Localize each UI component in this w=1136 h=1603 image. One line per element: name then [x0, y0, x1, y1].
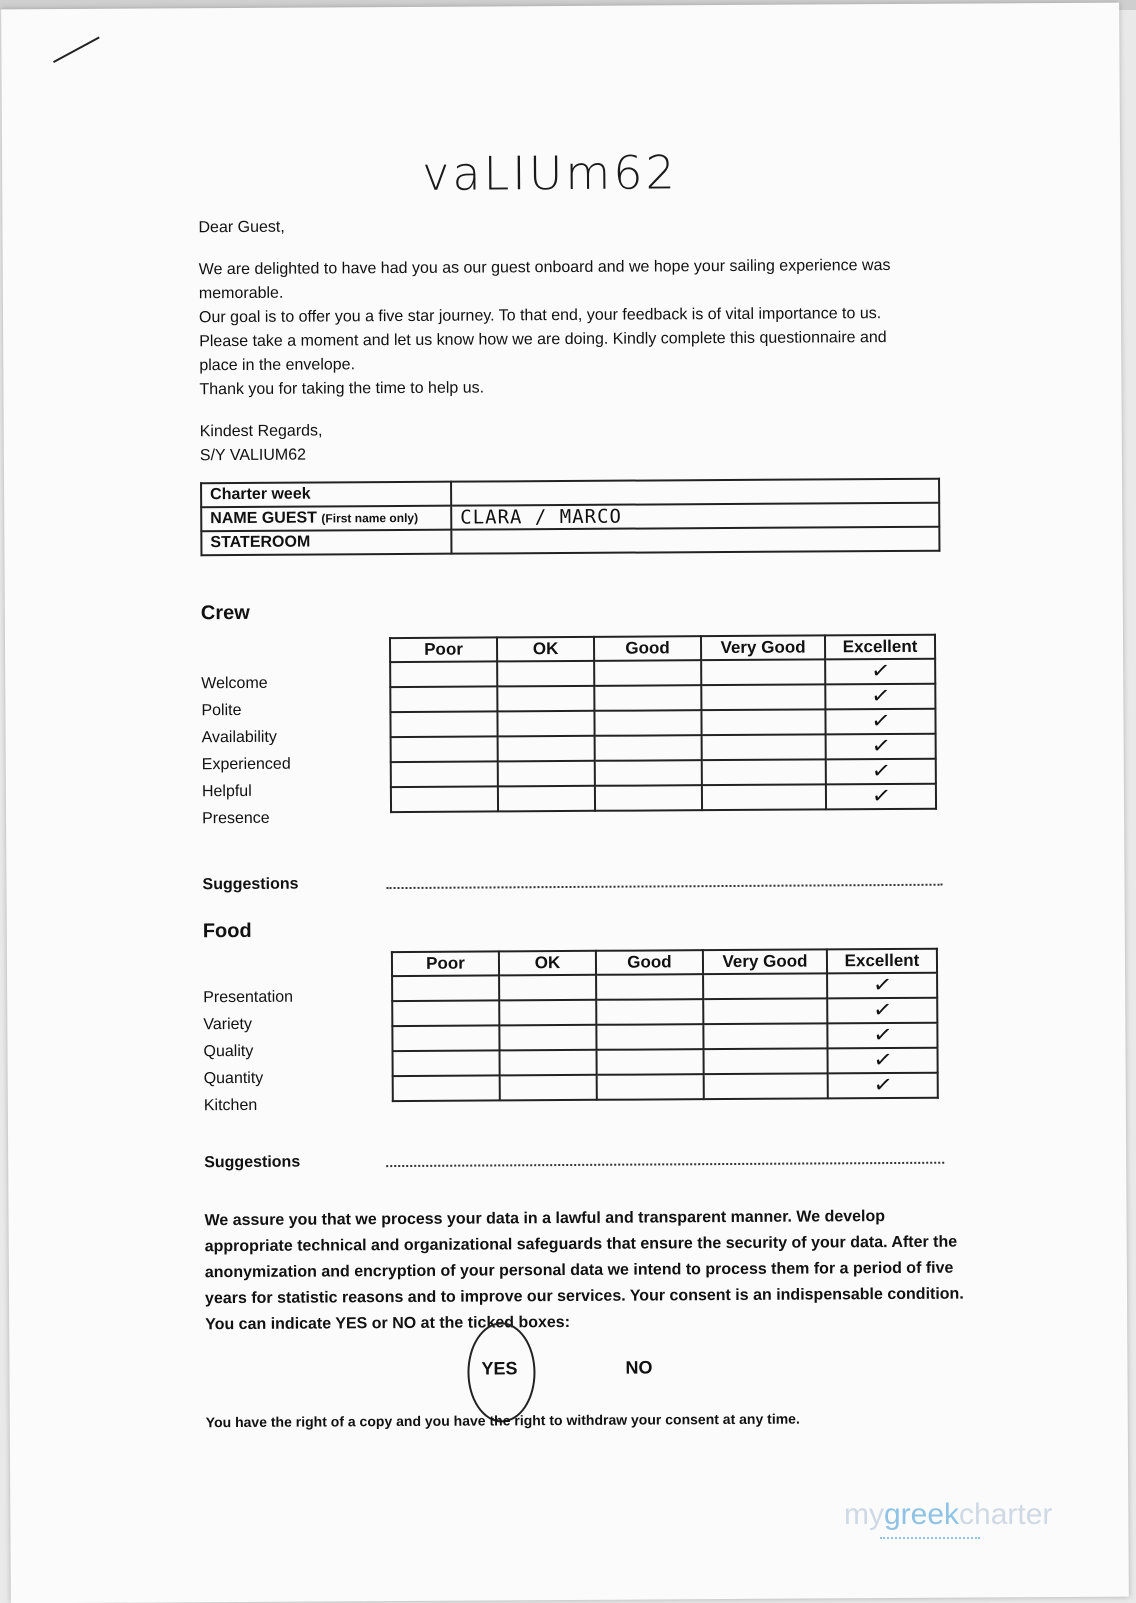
yes-label: YES: [481, 1358, 518, 1379]
checkmark-icon: ✓: [869, 657, 892, 685]
rating-cell[interactable]: [392, 1025, 499, 1051]
rating-cell[interactable]: [826, 784, 936, 810]
rating-cell[interactable]: [596, 974, 703, 1000]
checkmark-icon: ✓: [871, 971, 893, 999]
crew-section-title: Crew: [200, 601, 250, 625]
guest-name-note: (First name only): [321, 510, 419, 526]
rating-cell[interactable]: [391, 786, 498, 812]
rating-cell[interactable]: [393, 1075, 500, 1101]
rating-cell[interactable]: [826, 759, 936, 785]
rating-cell[interactable]: [596, 1024, 703, 1050]
rating-cell[interactable]: [390, 686, 497, 712]
column-header: Very Good: [701, 635, 825, 660]
row-label: Variety: [203, 1015, 253, 1034]
column-header: Excellent: [825, 635, 935, 660]
crew-suggestions-label: Suggestions: [202, 875, 299, 894]
checkmark-icon: ✓: [871, 1046, 894, 1074]
rating-cell[interactable]: [391, 736, 498, 762]
watermark-mid: greek: [884, 1498, 960, 1531]
rating-row: [391, 784, 936, 812]
rating-cell[interactable]: [498, 786, 595, 812]
food-row-labels: [203, 984, 294, 1120]
rating-cell[interactable]: [390, 711, 497, 737]
guest-info-table: [200, 478, 940, 557]
rating-cell[interactable]: [500, 1075, 597, 1101]
row-label: Kitchen: [203, 1096, 258, 1115]
rating-cell[interactable]: [596, 999, 703, 1025]
rating-row: [393, 1073, 938, 1101]
rating-row: [391, 759, 936, 787]
rating-cell[interactable]: [825, 659, 935, 685]
row-label: Availability: [201, 728, 277, 747]
column-header: Good: [594, 636, 701, 661]
row-label: Helpful: [201, 782, 252, 801]
rating-cell[interactable]: [703, 1023, 827, 1049]
rating-cell[interactable]: [828, 1073, 938, 1099]
column-header: Good: [596, 950, 703, 975]
rating-row: [391, 734, 936, 762]
rating-cell[interactable]: [703, 998, 827, 1024]
privacy-statement: We assure you that we process your data in a lawful and transparent manner. We develop appropriate technical and organizational safeguards that ensure the security of your data. After the anonymization and encryption of your personal data we intend to process them for a period of five years for statistic reasons and to improve our services. Your consent is an indispensable condition. You can indicate YES or NO at the ticked boxes:: [204, 1208, 964, 1334]
rating-cell[interactable]: [497, 711, 594, 737]
row-label: Quality: [203, 1042, 254, 1061]
signature: S/Y VALIUM62: [199, 446, 307, 465]
rating-cell[interactable]: [500, 1050, 597, 1076]
column-header: Very Good: [703, 949, 827, 974]
consent-yes-option[interactable]: [467, 1322, 532, 1418]
rating-row: [390, 659, 935, 687]
rating-cell[interactable]: [828, 1048, 938, 1074]
stateroom-label: STATEROOM: [201, 530, 451, 556]
column-header: Excellent: [827, 949, 937, 974]
rating-cell[interactable]: [702, 759, 826, 785]
watermark-pre: my: [844, 1498, 884, 1531]
checkmark-icon: ✓: [869, 682, 892, 710]
rating-row: [392, 1023, 937, 1051]
rating-cell[interactable]: [827, 973, 937, 999]
rating-cell[interactable]: [391, 761, 498, 787]
rating-row: [392, 973, 937, 1001]
checkmark-icon: ✓: [871, 1021, 894, 1049]
column-header: OK: [497, 637, 594, 662]
letter-paragraph-3: Thank you for taking the time to help us.: [199, 379, 485, 399]
rating-cell[interactable]: [499, 1000, 596, 1026]
rating-cell[interactable]: [597, 1074, 704, 1100]
guest-name-label-text: NAME GUEST: [210, 509, 317, 528]
watermark-wave: [880, 1534, 980, 1539]
rating-cell[interactable]: [595, 785, 702, 811]
crew-suggestions-line[interactable]: [387, 884, 943, 889]
rating-cell[interactable]: [499, 975, 596, 1001]
row-label: Quantity: [203, 1069, 264, 1088]
column-header: OK: [499, 951, 596, 976]
checkmark-icon: ✓: [870, 782, 892, 810]
watermark-logo: [844, 1498, 1052, 1532]
rating-cell[interactable]: [498, 761, 595, 787]
row-label: Presentation: [203, 988, 294, 1007]
rating-cell[interactable]: [594, 660, 701, 686]
rating-cell[interactable]: [595, 760, 702, 786]
rating-cell[interactable]: [825, 684, 935, 710]
rating-cell[interactable]: [703, 973, 827, 999]
rights-statement: You have the right of a copy and you have the right to withdraw your consent at any time.: [205, 1410, 800, 1431]
closing: Kindest Regards,: [199, 422, 323, 441]
column-header: Poor: [390, 637, 497, 662]
checkmark-icon: ✓: [869, 707, 892, 735]
rating-row: [392, 998, 937, 1026]
food-suggestions-label: Suggestions: [204, 1153, 301, 1172]
greeting: Dear Guest,: [198, 218, 285, 237]
rating-cell[interactable]: [594, 710, 701, 736]
column-header: Poor: [392, 951, 499, 976]
rating-cell[interactable]: [393, 1050, 500, 1076]
guest-name-field[interactable]: CLARA / MARCO: [451, 503, 939, 530]
rating-row: [393, 1048, 938, 1076]
rating-cell[interactable]: [827, 998, 937, 1024]
guest-name-label: [201, 506, 451, 532]
rating-cell[interactable]: [825, 709, 935, 735]
rating-cell[interactable]: [497, 661, 594, 687]
rating-cell[interactable]: [701, 709, 825, 735]
rating-row: [390, 684, 935, 712]
checkmark-icon: ✓: [869, 732, 892, 760]
food-section-title: Food: [202, 919, 252, 943]
rating-cell[interactable]: [704, 1048, 828, 1074]
rating-row: [390, 709, 935, 737]
rating-cell[interactable]: [827, 1023, 937, 1049]
rating-cell[interactable]: [595, 735, 702, 761]
stateroom-field[interactable]: [451, 527, 939, 554]
intro-letter: [198, 212, 920, 468]
checkmark-icon: ✓: [871, 1071, 894, 1099]
pen-mark: [53, 37, 100, 63]
feedback-form-page: [1, 3, 1129, 1603]
consent-no-option[interactable]: NO: [625, 1357, 653, 1378]
rating-cell[interactable]: [498, 736, 595, 762]
rating-cell[interactable]: [704, 1073, 828, 1099]
rating-cell[interactable]: [392, 975, 499, 1001]
letter-paragraph-2: Our goal is to offer you a five star journey. To that end, your feedback is of vital importance to us. Please take a moment and let us know how we are doing. Kindly complete this questionnaire and place in the envelope.: [198, 305, 887, 375]
rating-cell[interactable]: [390, 661, 497, 687]
rating-cell[interactable]: [597, 1049, 704, 1075]
food-suggestions-line[interactable]: [386, 1162, 944, 1167]
rating-cell[interactable]: [701, 684, 825, 710]
row-label: Polite: [201, 701, 242, 720]
letter-paragraph-1: We are delighted to have had you as our guest onboard and we hope your sailing experience was memorable.: [198, 257, 891, 303]
food-rating-table: [391, 948, 939, 1102]
rating-cell[interactable]: [594, 685, 701, 711]
row-label: Presence: [202, 809, 270, 828]
rating-cell[interactable]: [392, 1000, 499, 1026]
rating-cell[interactable]: [702, 784, 826, 810]
brand-logo: vaLIUm62: [421, 145, 678, 201]
crew-rating-table: [389, 634, 937, 813]
checkmark-icon: ✓: [871, 996, 894, 1024]
charter-week-label: Charter week: [201, 482, 451, 508]
rating-cell[interactable]: [826, 734, 936, 760]
rating-cell[interactable]: [702, 734, 826, 760]
crew-row-labels: [201, 670, 291, 833]
row-label: Experienced: [201, 755, 291, 774]
checkmark-icon: ✓: [870, 757, 892, 785]
row-label: Welcome: [201, 674, 268, 693]
charter-week-field[interactable]: [451, 479, 939, 506]
rating-cell[interactable]: [701, 659, 825, 685]
rating-cell[interactable]: [499, 1025, 596, 1051]
watermark-post: charter: [959, 1498, 1053, 1531]
rating-cell[interactable]: [497, 686, 594, 712]
